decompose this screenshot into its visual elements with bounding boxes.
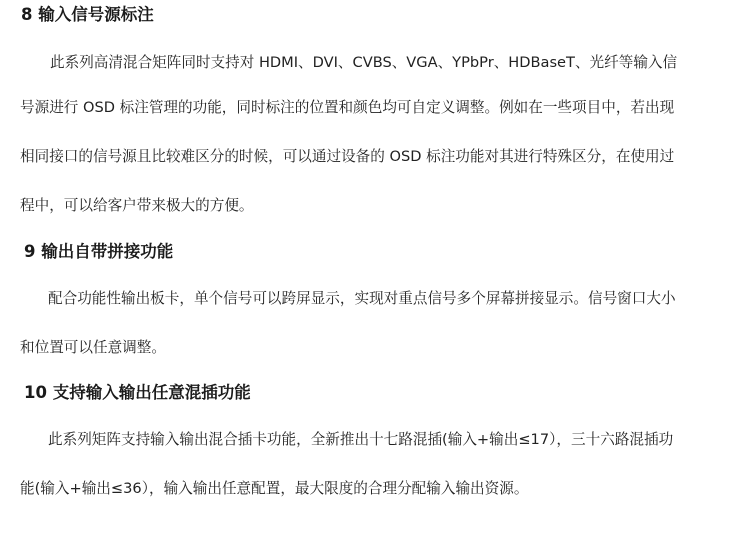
- section-8-line-4: 程中，可以给客户带来极大的方便。: [20, 197, 254, 214]
- section-heading-8: 8 输入信号源标注: [21, 5, 154, 24]
- section-10-line-2: 能(输入+输出≤36），输入输出任意配置，最大限度的合理分配输入输出资源。: [20, 480, 529, 497]
- section-10-line-1: 此系列矩阵支持输入输出混合插卡功能，全新推出十七路混插(输入+输出≤17），三十六路混插功: [48, 431, 674, 448]
- section-heading-10: 10 支持输入输出任意混插功能: [24, 383, 251, 402]
- section-9-line-2: 和位置可以任意调整。: [20, 339, 166, 356]
- section-8-line-2: 号源进行 OSD 标注管理的功能，同时标注的位置和颜色均可自定义调整。例如在一些项目中，若出现: [20, 99, 675, 116]
- section-8-line-1: 此系列高清混合矩阵同时支持对 HDMI、DVI、CVBS、VGA、YPbPr、HDBaseT、光纤等输入信: [50, 54, 678, 71]
- section-heading-9: 9 输出自带拼接功能: [24, 242, 174, 261]
- section-9-line-1: 配合功能性输出板卡，单个信号可以跨屏显示，实现对重点信号多个屏幕拼接显示。信号窗口大小: [48, 290, 676, 307]
- section-8-line-3: 相同接口的信号源且比较难区分的时候，可以通过设备的 OSD 标注功能对其进行特殊区分，在使用过: [20, 148, 675, 165]
